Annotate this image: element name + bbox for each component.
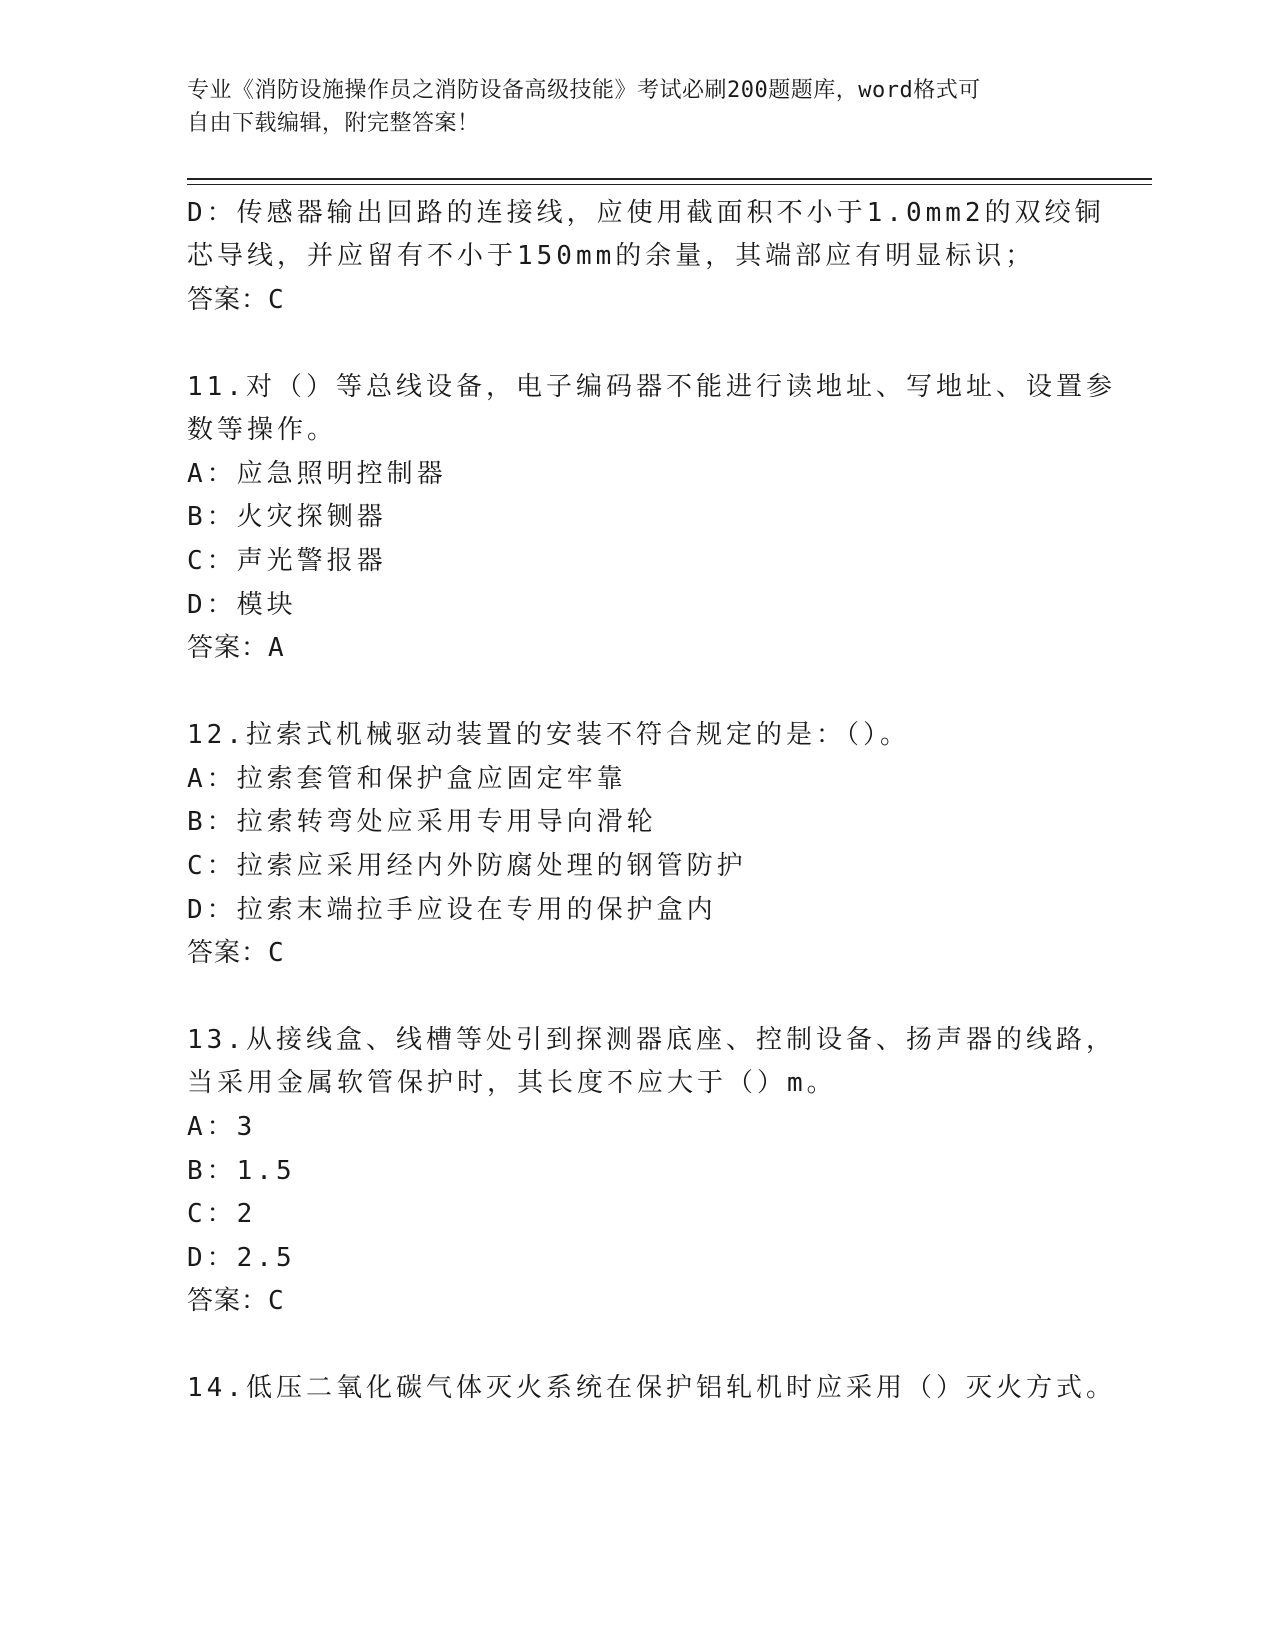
header-divider-thin: [187, 184, 1152, 185]
option-d-line-1: D：传感器输出回路的连接线，应使用截面积不小于1.0mm2的双绞铜: [187, 198, 1105, 228]
option-d: D：模块: [187, 590, 297, 620]
answer: 答案：C: [187, 938, 285, 968]
option-b: B：火灾探铡器: [187, 502, 387, 532]
option-a: A：应急照明控制器: [187, 459, 447, 489]
option-c: C：2: [187, 1199, 257, 1229]
question-stem-line-1: 13.从接线盒、线槽等处引到探测器底座、控制设备、扬声器的线路，: [187, 1025, 1116, 1055]
question-stem-line-2: 数等操作。: [187, 415, 338, 445]
question-stem: 14.低压二氧化碳气体灭火系统在保护铝轧机时应采用（）灭火方式。: [187, 1373, 1116, 1403]
header-line-1: 专业《消防设施操作员之消防设备高级技能》考试必刷200题题库，word格式可: [187, 78, 981, 103]
header-divider-thick: [187, 178, 1152, 180]
option-b: B：1.5: [187, 1156, 296, 1186]
option-c: C：拉索应采用经内外防腐处理的钢管防护: [187, 851, 747, 881]
answer: 答案：C: [187, 1286, 285, 1316]
answer: 答案：C: [187, 285, 285, 315]
question-stem-line-1: 11.对（）等总线设备，电子编码器不能进行读地址、写地址、设置参: [187, 372, 1116, 402]
option-d-line-2: 芯导线，并应留有不小于150mm的余量，其端部应有明显标识；: [187, 241, 1036, 271]
option-d: D：拉索末端拉手应设在专用的保护盒内: [187, 895, 717, 925]
document-header: [187, 74, 1087, 140]
header-line-2: 自由下载编辑，附完整答案！: [187, 111, 480, 136]
option-a: A：3: [187, 1112, 257, 1142]
question-stem: 12.拉索式机械驱动装置的安装不符合规定的是：（）。: [187, 720, 910, 750]
option-d: D：2.5: [187, 1243, 296, 1273]
question-stem-line-2: 当采用金属软管保护时，其长度不应大于（）m。: [187, 1068, 837, 1098]
option-c: C：声光警报器: [187, 546, 387, 576]
answer: 答案：A: [187, 633, 285, 663]
option-b: B：拉索转弯处应采用专用导向滑轮: [187, 807, 657, 837]
option-a: A：拉索套管和保护盒应固定牢靠: [187, 764, 627, 794]
